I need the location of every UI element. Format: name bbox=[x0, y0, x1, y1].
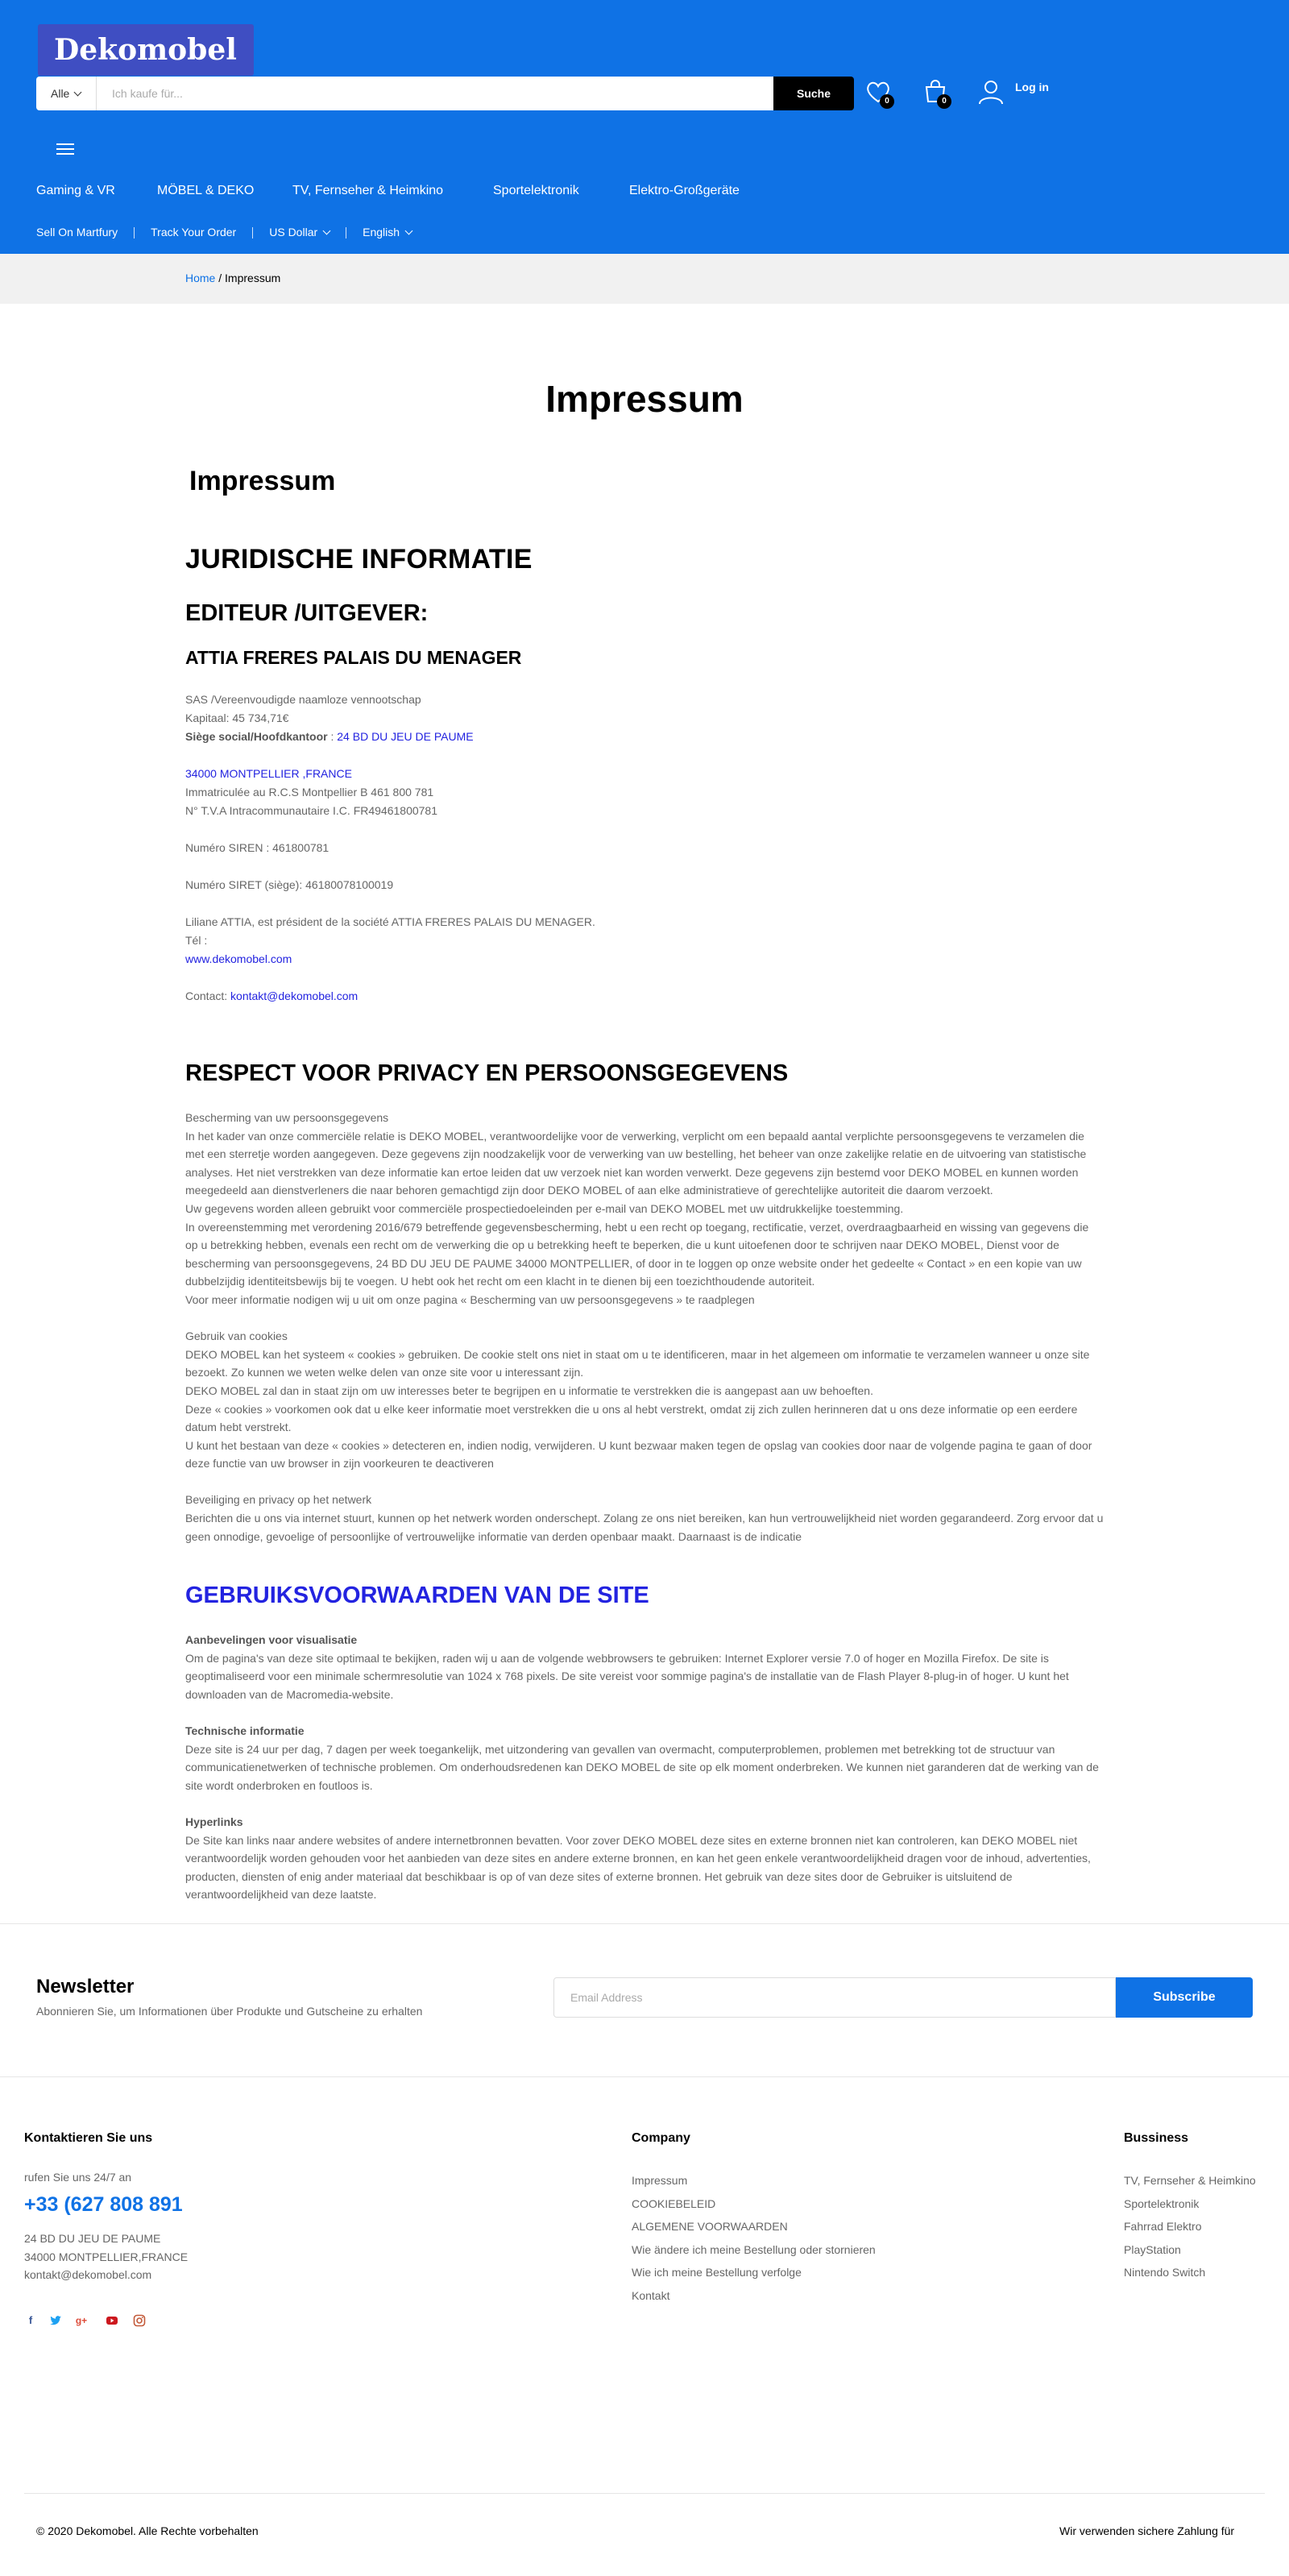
search-category-select[interactable] bbox=[36, 77, 97, 110]
legal-form: SAS /Vereenvoudigde naamloze vennootschap bbox=[185, 693, 421, 706]
vat-number: N° T.V.A Intracommunautaire I.C. FR49461800781 bbox=[185, 804, 438, 817]
language-select[interactable] bbox=[363, 226, 412, 239]
chevron-down-icon bbox=[74, 89, 82, 97]
company-info bbox=[185, 691, 595, 1006]
privacy-paragraph: In het kader van onze commerciële relatie is DEKO MOBEL, verantwoordelijke voor de verwerking, verplicht om een bepaald aantal verplichte persoonsgegevens te verzamelen die met een sterretje worden aangegeven. Deze gegevens zijn noodzakelijk voor de verwerking van uw bestelling, het beheer van onze zakelijke relatie en de uitvoering van statistische analyses. Het niet verstrekken van deze informatie kan ertoe leiden dat uw verzoek niet kan worden verwerkt. Deze gegevens zijn bestemd voor DEKO MOBEL en kunnen worden meegedeeld aan dienstverleners die naar behoren gemachtigd zijn door DEKO MOBEL of aan elke administratieve of gerechtelijke autoriteit die daarom verzoekt. bbox=[185, 1129, 1087, 1197]
divider bbox=[0, 2076, 1289, 2077]
hyperlinks-title: Hyperlinks bbox=[185, 1815, 243, 1828]
cookies-paragraph: Deze « cookies » voorkomen ook dat u elke keer informatie moet verstrekken die u ons al hebt verstrekt, omdat zij zich zullen herinneren dat u ons deze informatie op een eerdere datum hebt verstrekt. bbox=[185, 1402, 1078, 1434]
juridische-heading: JURIDISCHE INFORMATIE bbox=[185, 544, 533, 575]
privacy-paragraph: Voor meer informatie nodigen wij u uit om onze pagina « Bescherming van uw persoonsgegevens » te raadplegen bbox=[185, 1292, 755, 1306]
footer-link-kontakt[interactable]: Kontakt bbox=[632, 2288, 670, 2302]
menu-toggle[interactable] bbox=[56, 143, 74, 156]
visualisation-text: Om de pagina's van deze site optimaal te bekijken, raden wij u aan de volgende webbrowsers te gebruiken: Internet Explorer versie 7.0 of hoger en Mozilla Firefox. De site is geoptimaliseerd voor een minimale schermresolutie van 1024 x 768 pixels. De site vereist voor sommige pagina's de installatie van de Flash Player 8-plug-in of hoger. U kunt het downloaden van de Macromedia-website. bbox=[185, 1651, 1069, 1701]
footer-phone-link[interactable]: +33 (627 808 891 bbox=[24, 2193, 183, 2216]
sell-link[interactable]: Sell On Martfury bbox=[36, 226, 118, 239]
registered-office-address[interactable]: 24 BD DU JEU DE PAUME bbox=[337, 730, 474, 743]
user-icon bbox=[977, 78, 1005, 106]
footer-link-cookiebeleid[interactable]: COOKIEBELEID bbox=[632, 2196, 716, 2210]
track-order-link[interactable]: Track Your Order bbox=[151, 226, 237, 239]
breadcrumb bbox=[185, 272, 280, 284]
footer-company-title: Company bbox=[632, 2131, 690, 2145]
cookies-paragraph: DEKO MOBEL zal dan in staat zijn om uw interesses beter te begrijpen en u informatie te verstrekken die is aangepast aan uw behoeften. bbox=[185, 1383, 873, 1397]
breadcrumb-separator: / bbox=[218, 272, 222, 284]
cookies-subtitle: Gebruik van cookies bbox=[185, 1329, 288, 1343]
cookies-paragraph: DEKO MOBEL kan het systeem « cookies » gebruiken. De cookie stelt ons niet in staat om u te identificeren, maar in het algemeen om informatie te verzamelen wanneer u onze site bezoekt. Zo kunnen we weten welke delen van onze site voor u interessant zijn. bbox=[185, 1347, 1090, 1379]
language-label: English bbox=[363, 226, 400, 239]
search-bar bbox=[36, 77, 831, 110]
privacy-section bbox=[185, 1109, 1104, 1545]
subscribe-button[interactable]: Subscribe bbox=[1116, 1977, 1253, 2018]
wishlist-button[interactable] bbox=[864, 78, 892, 106]
cart-button[interactable] bbox=[922, 78, 949, 106]
security-paragraph: Berichten die u ons via internet stuurt, kunnen op het netwerk worden onderschept. Zolang ze ons niet bereiken, kan hun vertrouwelijkheid niet worden gegarandeerd. Zorg ervoor dat u geen onnodige, gevoelige of persoonlijke of vertrouwelijke informatie van derden openbaar maakt. Daarnaast is de indicatie bbox=[185, 1512, 1104, 1543]
secure-payment-text: Wir verwenden sichere Zahlung für bbox=[1059, 2524, 1235, 2537]
divider bbox=[0, 1923, 1289, 1924]
footer-link-fahrrad[interactable]: Fahrrad Elektro bbox=[1124, 2220, 1202, 2233]
wishlist-count-badge: 0 bbox=[880, 94, 894, 109]
footer-company-links bbox=[632, 2169, 876, 2307]
facebook-icon[interactable]: f bbox=[28, 2314, 33, 2326]
terms-section bbox=[185, 1631, 1104, 1904]
privacy-paragraph: In overeenstemming met verordening 2016/679 betreffende gegevensbescherming, hebt u een recht op toegang, rectificatie, verzet, overdraagbaarheid en wissing van gegevens die op u betrekking hebben, evenals een recht om de verwerking die op u betrekking heeft te beperken, die u kunt uitoefenen door te schrijven naar DEKO MOBEL, Dienst voor de bescherming van persoonsgegevens, 24 BD DU JEU DE PAUME 34000 MONTPELLIER, of door in te loggen op onze website onder het gedeelte « Contact » en een kopie van uw dubbelzijdig identiteitsbewijs bij te voegen. U hebt ook het recht om een klacht in te dienen bij een toezichthoudende autoriteit. bbox=[185, 1220, 1089, 1288]
nav-gaming-vr[interactable]: Gaming & VR bbox=[36, 184, 115, 197]
impressum-heading: Impressum bbox=[189, 466, 336, 496]
terms-heading: GEBRUIKSVOORWAARDEN VAN DE SITE bbox=[185, 1583, 649, 1608]
visualisation-title: Aanbevelingen voor visualisatie bbox=[185, 1633, 358, 1646]
company-heading: ATTIA FRERES PALAIS DU MENAGER bbox=[185, 647, 522, 668]
capital: Kapitaal: 45 734,71€ bbox=[185, 711, 289, 724]
hamburger-icon bbox=[56, 143, 74, 145]
footer-link-impressum[interactable]: Impressum bbox=[632, 2174, 688, 2187]
chevron-down-icon bbox=[405, 227, 413, 235]
footer-link-track-order[interactable]: Wie ich meine Bestellung verfolge bbox=[632, 2266, 802, 2279]
footer-link-nintendo[interactable]: Nintendo Switch bbox=[1124, 2266, 1206, 2279]
breadcrumb-bar bbox=[0, 254, 1289, 304]
search-category-label: Alle bbox=[51, 87, 70, 100]
contact-email-link[interactable]: kontakt@dekomobel.com bbox=[230, 989, 359, 1002]
rcs-number: Immatriculée au R.C.S Montpellier B 461 800 781 bbox=[185, 786, 434, 799]
siret-number: Numéro SIRET (siège): 46180078100019 bbox=[185, 878, 394, 891]
editeur-heading: EDITEUR /UITGEVER: bbox=[185, 600, 429, 626]
nav-tv-heimkino[interactable]: TV, Fernseher & Heimkino bbox=[292, 184, 444, 197]
privacy-paragraph: Uw gegevens worden alleen gebruikt voor commerciële prospectiedoeleinden per e-mail van DEKO MOBEL met uw uitdrukkelijke toestemming. bbox=[185, 1201, 904, 1215]
footer-email-link[interactable]: kontakt@dekomobel.com bbox=[24, 2268, 152, 2281]
page-title: Impressum bbox=[545, 378, 744, 420]
footer-link-change-order[interactable]: Wie ändere ich meine Bestellung oder stornieren bbox=[632, 2242, 876, 2256]
technical-title: Technische informatie bbox=[185, 1724, 305, 1737]
phone-label: Tél : bbox=[185, 934, 208, 947]
account-button[interactable] bbox=[977, 78, 1005, 106]
security-subtitle: Beveiliging en privacy op het netwerk bbox=[185, 1493, 372, 1507]
nav-moebel-deko[interactable]: MÖBEL & DEKO bbox=[157, 184, 255, 197]
chevron-down-icon bbox=[323, 227, 331, 235]
search-button[interactable]: Suche bbox=[773, 77, 854, 110]
city-link[interactable]: 34000 MONTPELLIER ,FRANCE bbox=[185, 767, 352, 780]
website-link[interactable]: www.dekomobel.com bbox=[185, 952, 292, 965]
login-link[interactable]: Log in bbox=[1015, 81, 1049, 93]
footer-link-playstation[interactable]: PlayStation bbox=[1124, 2242, 1181, 2256]
privacy-subtitle: Bescherming van uw persoonsgegevens bbox=[185, 1111, 389, 1124]
footer-business-title: Bussiness bbox=[1124, 2131, 1189, 2145]
twitter-icon[interactable] bbox=[49, 2314, 62, 2327]
footer-business-links bbox=[1124, 2169, 1256, 2284]
footer-link-tv[interactable]: TV, Fernseher & Heimkino bbox=[1124, 2174, 1256, 2187]
contact-line: Contact: kontakt@dekomobel.com bbox=[185, 989, 359, 1002]
currency-label: US Dollar bbox=[269, 226, 318, 239]
nav-elektro-grossgeraete[interactable]: Elektro-Großgeräte bbox=[629, 184, 740, 197]
footer-contact-title: Kontaktieren Sie uns bbox=[24, 2131, 153, 2145]
currency-select[interactable] bbox=[269, 226, 330, 239]
technical-text: Deze site is 24 uur per dag, 7 dagen per week toegankelijk, met uitzondering van gevallen van overmacht, computerproblemen, problemen met betrekking tot de structuur van communicatienetwerken of technische problemen. Om onderhoudsredenen kan DEKO MOBEL de site op elk moment onderbreken. We kunnen niet garanderen dat de werking van de site wordt onderbroken en foutloos is. bbox=[185, 1742, 1099, 1792]
newsletter-title: Newsletter bbox=[36, 1976, 135, 1997]
breadcrumb-current: Impressum bbox=[225, 272, 281, 284]
site-logo[interactable]: Dekomobel bbox=[38, 24, 254, 76]
newsletter-subtitle: Abonnieren Sie, um Informationen über Produkte und Gutscheine zu erhalten bbox=[36, 2005, 423, 2018]
registered-office: Siège social/Hoofdkantoor : 24 BD DU JEU DE PAUME bbox=[185, 730, 474, 743]
footer-address: 24 BD DU JEU DE PAUME 34000 MONTPELLIER,FRANCE kontakt@dekomobel.com bbox=[24, 2230, 188, 2284]
privacy-heading: RESPECT VOOR PRIVACY EN PERSOONSGEGEVENS bbox=[185, 1060, 789, 1086]
search-input[interactable] bbox=[97, 77, 773, 110]
siren-number: Numéro SIREN : 461800781 bbox=[185, 841, 330, 854]
cookies-paragraph: U kunt het bestaan van deze « cookies » detecteren en, indien nodig, verwijderen. U kunt bezwaar maken tegen de opslag van cookies door naar de volgende pagina te gaan of door deze functie van uw browser in zijn voorkeuren te deactiveren bbox=[185, 1438, 1092, 1471]
cart-count-badge: 0 bbox=[937, 94, 951, 109]
divider bbox=[24, 2493, 1265, 2494]
newsletter-email-input[interactable] bbox=[553, 1977, 1116, 2018]
copyright-text: © 2020 Dekomobel. Alle Rechte vorbehalten bbox=[36, 2524, 259, 2537]
google-plus-icon[interactable]: g+ bbox=[75, 2315, 88, 2326]
instagram-icon[interactable] bbox=[133, 2314, 146, 2327]
nav-sportelektronik[interactable]: Sportelektronik bbox=[493, 184, 579, 197]
footer-call-text: rufen Sie uns 24/7 an bbox=[24, 2171, 132, 2184]
president-text: Liliane ATTIA, est président de la société ATTIA FRERES PALAIS DU MENAGER. bbox=[185, 915, 595, 928]
top-links bbox=[36, 226, 412, 239]
footer-link-voorwaarden[interactable]: ALGEMENE VOORWAARDEN bbox=[632, 2220, 788, 2233]
youtube-icon[interactable] bbox=[106, 2314, 118, 2327]
breadcrumb-home[interactable]: Home bbox=[185, 272, 216, 284]
registered-office-label: Siège social/Hoofdkantoor bbox=[185, 730, 328, 743]
site-header bbox=[0, 0, 1289, 254]
footer-link-sportelektronik[interactable]: Sportelektronik bbox=[1124, 2196, 1200, 2210]
hyperlinks-text: De Site kan links naar andere websites of andere internetbronnen bevatten. Voor zover DEKO MOBEL deze sites en externe bronnen niet kan controleren, kan DEKO MOBEL niet verantwoordelijk worden gehouden voor het aanbieden van deze sites en andere externe bronnen, en kan het geen enkele verantwoordelijkheid dragen voor de inhoud, advertenties, producten, diensten of enig ander materiaal dat beschikbaar is op of van deze sites of externe bronnen. Het gebruik van deze sites door de Gebruiker is uitsluitend de verantwoordelijkheid van deze laatste. bbox=[185, 1833, 1091, 1902]
